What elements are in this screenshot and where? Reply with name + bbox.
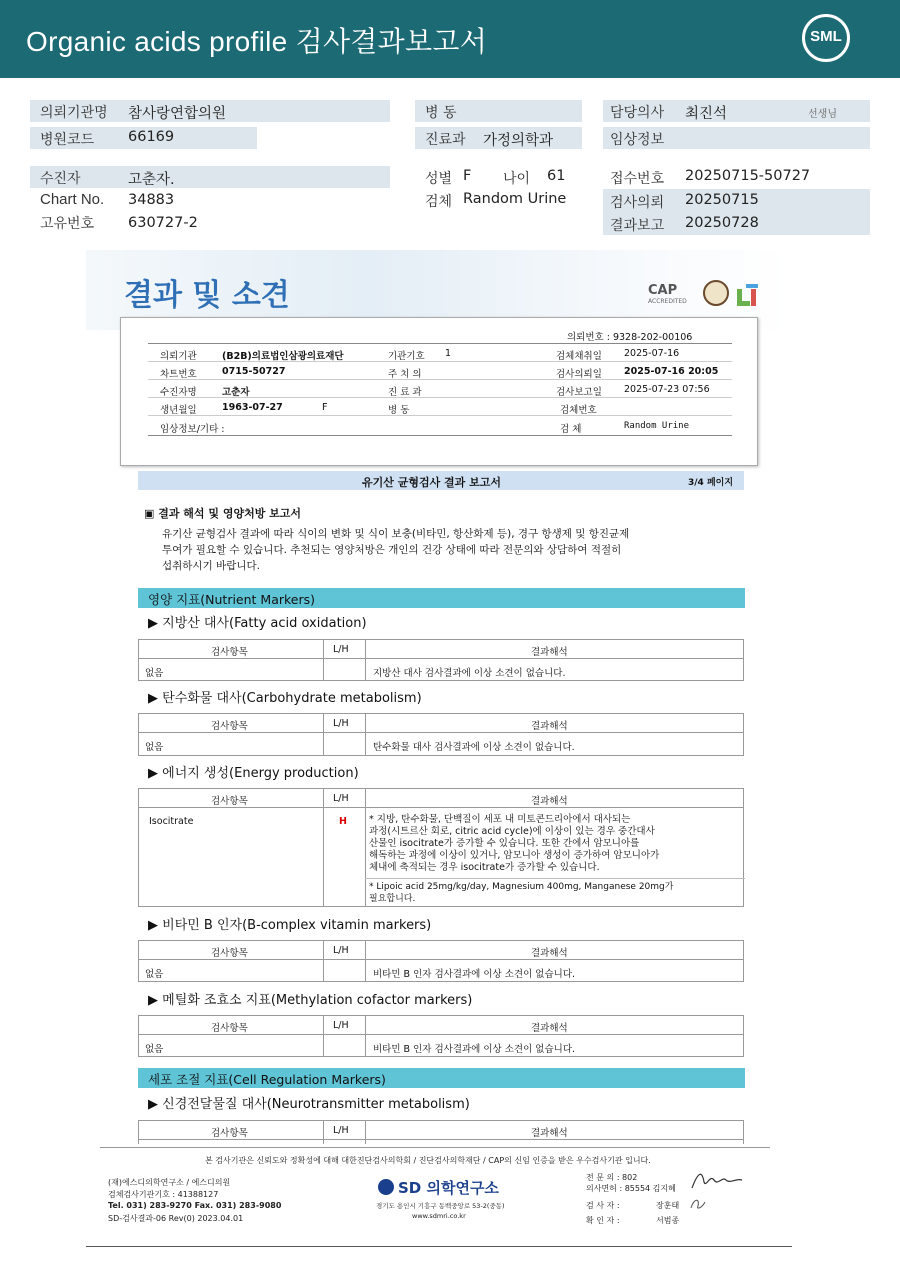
- row-item: 없음: [145, 969, 164, 980]
- report-date-label: 결과보고: [610, 218, 665, 234]
- interp-title: ▣ 결과 해석 및 영양처방 보고서: [144, 507, 302, 520]
- table-energy: [138, 788, 744, 907]
- col-lh: L/H: [333, 1125, 349, 1136]
- hdr-r1-c1: 의뢰기관: [160, 351, 197, 362]
- hdr-r3-c2: 고춘자: [222, 387, 250, 398]
- header-line: [148, 435, 732, 436]
- col-interp: 결과해석: [531, 948, 568, 959]
- rx-line: * Lipoic acid 25mg/kg/day, Magnesium 400mg, Manganese 20mg가: [369, 882, 674, 892]
- table-fatty-acid: [138, 639, 744, 681]
- interp-line: 투여가 필요할 수 있습니다. 추천되는 영양처방은 개인의 건강 상태에 따라 전문의와 상담하여 적절히: [162, 544, 622, 556]
- hdr-r1-c5: 검체채취일: [556, 351, 602, 362]
- chart-value: 34883: [128, 192, 175, 208]
- col-interp: 결과해석: [531, 1128, 568, 1139]
- footer-left: SD-검사결과-06 Rev(0) 2023.04.01: [108, 1214, 244, 1223]
- age-value: 61: [547, 168, 566, 184]
- age-label: 나이: [503, 171, 531, 187]
- note-line: 산물인 isocitrate가 증가할 수 있습니다. 또한 간에서 암모니아를: [369, 838, 640, 849]
- dept-label: 진료과: [425, 132, 466, 148]
- hdr-r5-c3: Random Urine: [624, 421, 690, 431]
- interp-line: 유기산 균형검사 결과에 따라 식이의 변화 및 식이 보충(비타민, 항산화제 등), 경구 항생제 및 항진균제: [162, 528, 630, 540]
- bottom-line: [86, 1246, 792, 1247]
- footer-right: 의사면허 : 85554 김지혜: [586, 1184, 676, 1193]
- col-item: 검사항목: [211, 796, 248, 807]
- receipt-label: 접수번호: [610, 171, 665, 187]
- note-line: 해독하는 과정에 이상이 있거나, 암모니아 생성이 증가하여 암모니아가: [369, 850, 660, 861]
- patient-value: 고춘자.: [128, 172, 175, 188]
- note-line: 과정(시트르산 회로, citric acid cycle)에 이상이 있는 경우 중간대사: [369, 826, 655, 837]
- sml-logo: [802, 14, 850, 62]
- footer-right: 검 사 자 :: [586, 1201, 620, 1210]
- req-date-value: 20250715: [685, 192, 759, 208]
- hdr-r3-c5: 검사보고일: [556, 387, 602, 398]
- sex-label: 성별: [425, 171, 453, 187]
- row-text: 비타민 B 인자 검사결과에 이상 소견이 없습니다.: [373, 1044, 576, 1055]
- row-text: 탄수화물 대사 검사결과에 이상 소견이 없습니다.: [373, 742, 575, 753]
- col-interp: 결과해석: [531, 796, 568, 807]
- col-item: 검사항목: [211, 721, 248, 732]
- col-interp: 결과해석: [531, 647, 568, 658]
- header-line: [148, 379, 732, 380]
- row-text: 지방산 대사 검사결과에 이상 소견이 없습니다.: [373, 668, 566, 679]
- hdr-r4-c3: 병 동: [388, 405, 410, 416]
- footer-web: www.sdmri.co.kr: [412, 1212, 466, 1220]
- small-signature-icon: [688, 1196, 708, 1212]
- table-methylation: [138, 1015, 744, 1057]
- header-line: [148, 343, 732, 344]
- receipt-value: 20250715-50727: [685, 168, 811, 184]
- logo-text: SML: [810, 28, 842, 45]
- dept-value: 가정의학과: [483, 133, 554, 149]
- sub-energy: ▶ 에너지 생성(Energy production): [148, 766, 359, 781]
- section-cell-regulation: 세포 조절 지표(Cell Regulation Markers): [138, 1068, 745, 1088]
- header-line: [148, 415, 732, 416]
- col-item: 검사항목: [211, 647, 248, 658]
- col-lh: L/H: [333, 945, 349, 956]
- specimen-value: Random Urine: [463, 191, 567, 207]
- energy-note: [369, 814, 659, 874]
- uid-value: 630727-2: [128, 215, 198, 231]
- sub-neurotransmitter: ▶ 신경전달물질 대사(Neurotransmitter metabolism): [148, 1097, 470, 1112]
- hdr-r4-c1: 생년월일: [160, 405, 197, 416]
- footer-right: 전 문 의 : 802: [586, 1173, 638, 1182]
- lab-logo-icon: [737, 281, 759, 306]
- col-item: 검사항목: [211, 1128, 248, 1139]
- interp-line: 섭취하시기 바랍니다.: [162, 560, 260, 572]
- row-item-isocitrate: Isocitrate: [149, 816, 194, 827]
- patient-row-bg: [30, 166, 390, 188]
- page-title: Organic acids profile 검사결과보고서: [26, 26, 488, 57]
- hospital-code-label: 병원코드: [40, 132, 95, 148]
- footer-left: Tel. 031) 283-9270 Fax. 031) 283-9080: [108, 1201, 282, 1210]
- doctor-value: 최진석: [685, 106, 728, 122]
- row-item: 없음: [145, 668, 164, 679]
- table-vitamin-b: [138, 940, 744, 982]
- col-interp: 결과해석: [531, 721, 568, 732]
- table-neurotransmitter: [138, 1120, 744, 1144]
- footer-left: (재)에스디의학연구소 / 에스디의원: [108, 1178, 231, 1187]
- high-flag: H: [339, 816, 347, 827]
- sex-value: F: [463, 168, 472, 184]
- specimen-label: 검체: [425, 194, 453, 210]
- requester-value: 참사랑연합의원: [128, 106, 227, 122]
- hdr-r1-c3: 기관기호: [388, 351, 425, 362]
- patient-label: 수진자: [40, 171, 81, 187]
- hdr-r4-c5: 검체번호: [560, 405, 597, 416]
- col-lh: L/H: [333, 644, 349, 655]
- sub-vitamin-b: ▶ 비타민 B 인자(B-complex vitamin markers): [148, 918, 432, 933]
- tester-name: 장훈태: [656, 1201, 680, 1210]
- footer-left: 검체검사기관기호 : 41388127: [108, 1190, 219, 1199]
- chart-label: Chart No.: [40, 191, 105, 208]
- col-lh: L/H: [333, 718, 349, 729]
- footer-address: 경기도 용인시 기흥구 동백중앙로 53-2(중동): [376, 1202, 505, 1210]
- clinical-label: 임상정보: [610, 132, 665, 148]
- sub-carbohydrate: ▶ 탄수화물 대사(Carbohydrate metabolism): [148, 691, 422, 706]
- row-item: 없음: [145, 742, 164, 753]
- col-item: 검사항목: [211, 1023, 248, 1034]
- hdr-r2-c2: 0715-50727: [222, 366, 286, 377]
- hdr-r1-c4: 1: [445, 348, 452, 359]
- sub-methylation: ▶ 메틸화 조효소 지표(Methylation cofactor markers): [148, 993, 473, 1008]
- uid-label: 고유번호: [40, 216, 95, 232]
- footer-divider: [100, 1147, 770, 1148]
- hdr-r2-c3: 주 치 의: [388, 369, 422, 380]
- section-nutrient: 영양 지표(Nutrient Markers): [138, 588, 745, 608]
- hdr-r2-c6: 2025-07-16 20:05: [624, 366, 719, 377]
- row-item: 없음: [145, 1044, 164, 1055]
- doctor-label: 담당의사: [610, 105, 665, 121]
- sd-logo-icon: [378, 1179, 394, 1195]
- header-bar: [0, 0, 900, 78]
- cap-subtext: ACCREDITED: [648, 298, 687, 305]
- hospital-code-value: 66169: [128, 129, 175, 145]
- hdr-r3-c6: 2025-07-23 07:56: [624, 384, 710, 395]
- col-interp: 결과해석: [531, 1023, 568, 1034]
- sub-fatty-acid: ▶ 지방산 대사(Fatty acid oxidation): [148, 616, 367, 631]
- hdr-r1-c2: (B2B)의료법인삼광의료재단: [222, 351, 344, 362]
- checker-name: 서범종: [656, 1216, 680, 1225]
- rx-line: 필요합니다.: [369, 894, 416, 904]
- page-number: 3/4 페이지: [688, 478, 734, 488]
- hdr-r5-c2: 검 체: [560, 424, 582, 435]
- footer-brand: SD 의학연구소: [398, 1179, 499, 1197]
- footer-notice: 본 검사기관은 신뢰도와 정확성에 대해 대한진단검사의학회 / 진단검사의학재단 / CAP의 신임 인증을 받은 우수검사기관 입니다.: [205, 1156, 651, 1165]
- report-bar-title: 유기산 균형검사 결과 보고서: [362, 476, 501, 489]
- signature-icon: [688, 1168, 744, 1192]
- energy-rx: [369, 881, 673, 905]
- req-date-label: 검사의뢰: [610, 195, 665, 211]
- hdr-r2-c1: 차트번호: [160, 369, 197, 380]
- ward-label: 병 동: [425, 105, 457, 121]
- hdr-r4-c2: 1963-07-27: [222, 402, 283, 413]
- report-title: 결과 및 소견: [124, 278, 290, 313]
- requester-label: 의뢰기관명: [40, 105, 108, 121]
- row-text: 비타민 B 인자 검사결과에 이상 소견이 없습니다.: [373, 969, 576, 980]
- cap-logo: [648, 283, 687, 305]
- col-lh: L/H: [333, 1020, 349, 1031]
- note-line: * 지방, 탄수화물, 단백질이 세포 내 미토콘드리아에서 대사되는: [369, 814, 631, 825]
- footer-right: 확 인 자 :: [586, 1216, 620, 1225]
- table-carbohydrate: [138, 713, 744, 756]
- hdr-r1-c6: 2025-07-16: [624, 348, 680, 359]
- hdr-r5-c1: 임상정보/기타 :: [160, 424, 225, 435]
- col-lh: L/H: [333, 793, 349, 804]
- doctor-suffix: 선생님: [808, 109, 837, 120]
- note-line: 체내에 축적되는 경우 isocitrate가 증가할 수 있습니다.: [369, 862, 600, 873]
- seal-icon: [703, 280, 729, 306]
- hdr-r4-sex: F: [322, 402, 328, 413]
- hdr-r2-c5: 검사의뢰일: [556, 369, 602, 380]
- request-number: 의뢰번호 : 9328-202-00106: [567, 332, 693, 343]
- report-date-value: 20250728: [685, 215, 759, 231]
- hdr-r3-c1: 수진자명: [160, 387, 197, 398]
- hdr-r3-c3: 진 료 과: [388, 387, 422, 398]
- col-item: 검사항목: [211, 948, 248, 959]
- cap-text: CAP: [648, 283, 678, 298]
